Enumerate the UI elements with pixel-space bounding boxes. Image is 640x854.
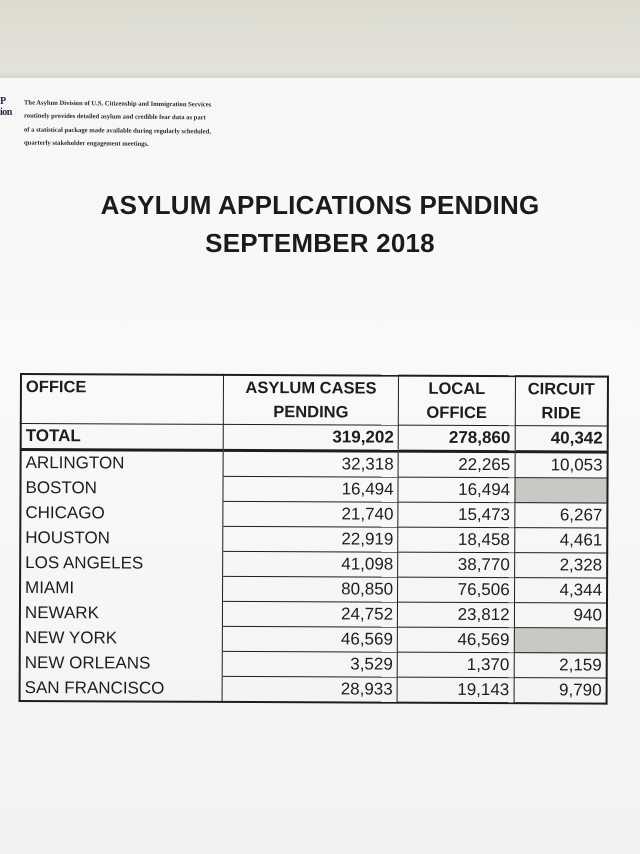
office-cell: NEW ORLEANS [20, 651, 223, 677]
total-row [21, 424, 608, 453]
total-circuit: 40,342 [515, 426, 608, 452]
circuit-cell: 10,053 [515, 452, 608, 478]
local-cell: 18,458 [398, 527, 515, 553]
report-title: ASYLUM APPLICATIONS PENDING [100, 190, 540, 220]
asylum-cell: 28,933 [222, 676, 397, 702]
header-local-office: LOCAL OFFICE [398, 376, 515, 426]
asylum-cell: 22,919 [223, 526, 398, 552]
office-cell: NEWARK [20, 601, 223, 627]
circuit-cell: 9,790 [514, 678, 607, 704]
table-row [20, 626, 607, 654]
asylum-cell: 21,740 [223, 501, 398, 527]
asylum-pending-table [19, 373, 609, 705]
table-row [20, 676, 607, 704]
header-circuit-ride: CIRCUIT RIDE [515, 376, 608, 426]
local-cell: 22,265 [398, 451, 515, 478]
table-row [20, 476, 607, 504]
office-cell: SAN FRANCISCO [20, 676, 223, 702]
circuit-cell: 2,328 [514, 553, 607, 578]
intro-line: quarterly stakeholder engagement meetings. [24, 139, 149, 148]
logo-line: P [0, 96, 6, 107]
header-asylum-cases-pending: ASYLUM CASES PENDING [223, 375, 398, 425]
office-cell: BOSTON [20, 476, 223, 502]
table-row [21, 450, 608, 479]
table-row [20, 551, 607, 579]
local-cell: 19,143 [397, 677, 514, 703]
report-subtitle: SEPTEMBER 2018 [205, 228, 435, 258]
table-row [20, 501, 607, 529]
office-cell: NEW YORK [20, 626, 223, 652]
asylum-cell: 80,850 [222, 576, 397, 602]
office-cell: MIAMI [20, 576, 223, 602]
header-office: OFFICE [21, 374, 224, 424]
local-cell: 46,569 [397, 627, 514, 653]
total-label: TOTAL [21, 424, 224, 451]
circuit-cell [515, 478, 608, 503]
circuit-cell: 4,344 [514, 578, 607, 603]
asylum-cell: 24,752 [222, 601, 397, 627]
table-row [20, 526, 607, 554]
local-cell: 15,473 [398, 502, 515, 528]
asylum-cell: 41,098 [223, 551, 398, 577]
agency-logo-fragment [0, 96, 22, 130]
asylum-cell: 16,494 [223, 476, 398, 502]
intro-line: of a statistical package made available during regularly scheduled, [24, 126, 211, 136]
table-header-row [21, 374, 608, 426]
circuit-cell [514, 628, 607, 653]
intro-line: The Asylum Division of U.S. Citizenship and Immigration Services [24, 99, 212, 109]
intro-paragraph [24, 97, 304, 153]
circuit-cell: 2,159 [514, 653, 607, 678]
total-asylum: 319,202 [223, 424, 398, 451]
table-row [20, 651, 607, 679]
office-cell: ARLINGTON [21, 450, 224, 477]
logo-line: ion [0, 107, 12, 118]
local-cell: 16,494 [398, 477, 515, 503]
circuit-cell: 940 [514, 603, 607, 628]
local-cell: 38,770 [398, 552, 515, 578]
table-row [20, 601, 607, 629]
asylum-cell: 46,569 [222, 626, 397, 652]
intro-line: routinely provides detailed asylum and credible fear data as part [24, 112, 206, 122]
table-row [20, 576, 607, 604]
local-cell: 76,506 [398, 577, 515, 603]
local-cell: 1,370 [397, 652, 514, 678]
total-local: 278,860 [398, 425, 515, 452]
asylum-cell: 3,529 [222, 651, 397, 677]
local-cell: 23,812 [397, 602, 514, 628]
circuit-cell: 4,461 [514, 528, 607, 553]
asylum-cell: 32,318 [223, 450, 398, 477]
office-cell: LOS ANGELES [20, 551, 223, 577]
office-cell: CHICAGO [20, 501, 223, 527]
office-cell: HOUSTON [20, 526, 223, 552]
circuit-cell: 6,267 [514, 503, 607, 528]
